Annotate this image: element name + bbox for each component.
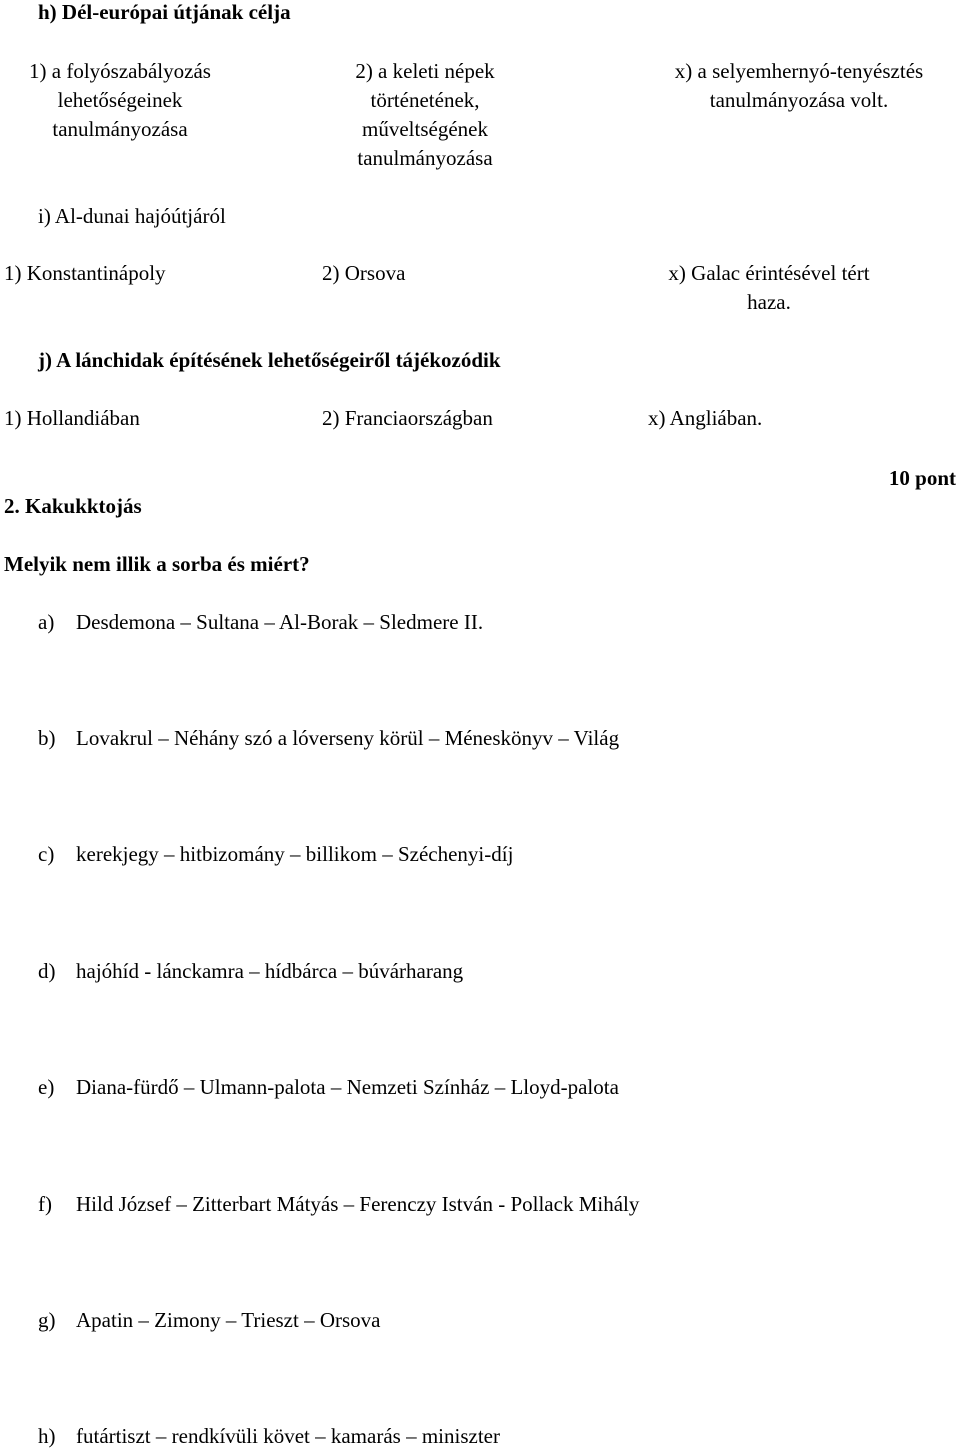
item-label: b) xyxy=(38,726,56,750)
item-label: f) xyxy=(38,1192,52,1216)
option-line: 1) a folyószabályozás xyxy=(29,59,211,83)
item-text: Desdemona – Sultana – Al-Borak – Sledmere II. xyxy=(76,610,484,634)
option-line: tanulmányozása volt. xyxy=(709,88,889,112)
section-i-option-x xyxy=(646,259,892,317)
list-item xyxy=(38,957,463,986)
section-j-heading: j) A lánchidak építésének lehetőségeiről tájékozódik xyxy=(38,348,501,372)
list-item xyxy=(38,724,619,753)
item-text: Diana-fürdő – Ulmann-palota – Nemzeti Színház – Lloyd-palota xyxy=(76,1075,619,1099)
item-label: h) xyxy=(38,1424,56,1448)
item-text: Lovakrul – Néhány szó a lóverseny körül – Méneskönyv – Világ xyxy=(76,726,620,750)
item-label: d) xyxy=(38,959,56,983)
option-line: tanulmányozása xyxy=(52,117,188,141)
task-title: 2. Kakukktojás xyxy=(4,494,142,518)
item-text: futártiszt – rendkívüli követ – kamarás – miniszter xyxy=(76,1424,500,1448)
item-label: g) xyxy=(38,1308,56,1332)
list-item xyxy=(38,1190,639,1219)
section-h-option-x xyxy=(646,57,952,115)
item-text: kerekjegy – hitbizomány – billikom – Széchenyi-díj xyxy=(76,842,514,866)
list-item xyxy=(38,1306,381,1335)
option-line: x) Galac érintésével tért xyxy=(668,261,870,285)
item-label: c) xyxy=(38,842,55,866)
option-line: 2) a keleti népek xyxy=(355,59,495,83)
option-line: x) a selyemhernyó-tenyésztés xyxy=(674,59,924,83)
section-h-option-1 xyxy=(4,57,236,144)
section-h-heading: h) Dél-európai útjának célja xyxy=(38,0,291,24)
section-i-option-2: 2) Orsova xyxy=(322,261,406,285)
item-text: hajóhíd - lánckamra – hídbárca – búvárharang xyxy=(76,959,464,983)
section-i-heading: i) Al-dunai hajóútjáról xyxy=(38,204,226,228)
option-line: lehetőségeinek xyxy=(57,88,183,112)
section-j-option-x: x) Angliában. xyxy=(648,406,763,430)
option-line: történetének, xyxy=(370,88,480,112)
option-line: műveltségének xyxy=(362,117,488,141)
points-label: 10 pont xyxy=(888,466,956,490)
list-item xyxy=(38,840,513,869)
section-j-option-2: 2) Franciaországban xyxy=(322,406,493,430)
option-line: tanulmányozása xyxy=(357,146,493,170)
section-j-option-1: 1) Hollandiában xyxy=(4,406,140,430)
item-label: e) xyxy=(38,1075,55,1099)
section-i-option-1: 1) Konstantinápoly xyxy=(4,261,166,285)
section-h-option-2 xyxy=(322,57,528,173)
list-item xyxy=(38,608,483,637)
task-question: Melyik nem illik a sorba és miért? xyxy=(4,552,310,576)
item-text: Apatin – Zimony – Trieszt – Orsova xyxy=(76,1308,381,1332)
option-line: haza. xyxy=(747,290,791,314)
item-label: a) xyxy=(38,610,55,634)
list-item xyxy=(38,1422,500,1451)
item-text: Hild József – Zitterbart Mátyás – Ferenczy István - Pollack Mihály xyxy=(76,1192,640,1216)
list-item xyxy=(38,1073,619,1102)
